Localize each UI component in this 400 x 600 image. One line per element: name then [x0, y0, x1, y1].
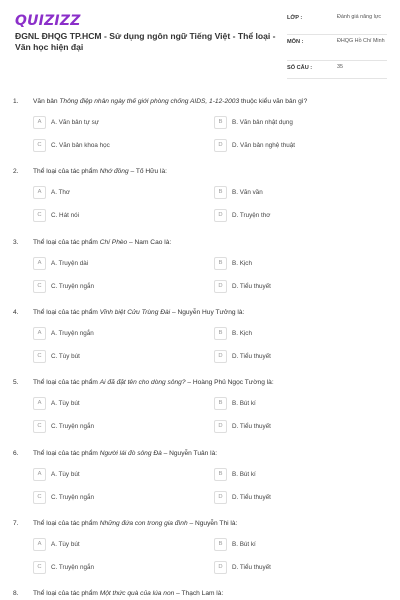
option-text: C. Hát nói — [51, 212, 79, 220]
meta-label-mon: MÔN : — [287, 39, 304, 45]
option-text: A. Văn bản tự sự — [51, 119, 99, 126]
document-header — [0, 0, 400, 80]
option-text: A. Tùy bút — [51, 540, 80, 548]
answer-option-c[interactable] — [33, 350, 193, 364]
option-text: D. Tiểu thuyết — [232, 423, 271, 431]
option-letter-box: C — [33, 491, 46, 504]
question-work-title: Những đứa con trong gia đình — [99, 519, 188, 527]
option-letter-box: B — [214, 397, 227, 410]
answer-option-d[interactable] — [214, 491, 374, 505]
option-letter-box: B — [214, 257, 227, 270]
option-text: C. Văn bản khoa học — [51, 142, 110, 149]
option-letter-box: D — [214, 350, 227, 363]
answer-option-d[interactable] — [214, 420, 374, 434]
meta-value-mon: ĐHQG Hồ Chí Minh — [337, 38, 385, 44]
question-text-pre: Thể loại của tác phẩm — [33, 168, 100, 176]
question-text-post: – Hoàng Phủ Ngọc Tường là: — [185, 379, 274, 387]
answer-option-d[interactable] — [214, 209, 374, 223]
answer-option-a[interactable] — [33, 116, 193, 130]
option-text: A. Thơ — [51, 189, 71, 197]
option-text: D. Tiểu thuyết — [232, 352, 271, 360]
option-letter-box: A — [33, 468, 46, 481]
question-number: 5. — [13, 379, 19, 387]
question-work-title: Vĩnh biệt Cửu Trùng Đài — [99, 308, 171, 316]
question-text-pre: Thể loại của tác phẩm — [33, 308, 100, 316]
question-number: 3. — [13, 238, 19, 246]
answer-option-a[interactable] — [33, 257, 193, 271]
option-letter-box: C — [33, 420, 46, 433]
answer-option-c[interactable] — [33, 209, 193, 223]
option-letter-box: B — [214, 538, 227, 551]
question-text-post: – Nam Cao là: — [127, 238, 172, 246]
question-text-pre: Thể loại của tác phẩm — [33, 519, 100, 527]
question-number: 6. — [13, 449, 19, 457]
question-item — [0, 588, 400, 600]
option-letter-box: C — [33, 561, 46, 574]
question-work-title: Một thức quà của lúa non — [99, 590, 175, 598]
question-text — [33, 590, 383, 597]
question-item — [0, 166, 400, 236]
answer-option-b[interactable] — [214, 186, 374, 200]
option-letter-box: A — [33, 186, 46, 199]
question-number: 7. — [13, 519, 19, 527]
question-work-title: Thông điệp nhân ngày thế giới phòng chống AIDS, 1-12-2003 — [59, 98, 240, 105]
option-letter-box: A — [33, 257, 46, 270]
option-letter-box: C — [33, 209, 46, 222]
option-text: D. Tiểu thuyết — [232, 282, 271, 290]
option-text: A. Truyện dài — [51, 259, 89, 267]
option-letter-box: B — [214, 468, 227, 481]
option-text: B. Bút kí — [232, 470, 256, 478]
answer-option-a[interactable] — [33, 468, 193, 482]
option-text: C. Truyện ngắn — [51, 282, 95, 290]
answer-option-b[interactable] — [214, 257, 374, 271]
meta-label-lop: LỚP : — [287, 15, 303, 21]
answer-option-b[interactable] — [214, 327, 374, 341]
option-letter-box: B — [214, 327, 227, 340]
option-text: A. Tùy bút — [51, 470, 80, 478]
option-letter-box: C — [33, 280, 46, 293]
option-text: D. Truyện thơ — [232, 212, 271, 220]
question-item — [0, 518, 400, 588]
option-text: D. Tiểu thuyết — [232, 563, 271, 571]
option-text: D. Tiểu thuyết — [232, 493, 271, 501]
option-letter-box: D — [214, 420, 227, 433]
answer-option-c[interactable] — [33, 420, 193, 434]
answer-option-a[interactable] — [33, 186, 193, 200]
question-text-pre: Văn bản — [33, 98, 60, 105]
question-text-post: thuộc kiểu văn bản gì? — [239, 98, 308, 105]
option-letter-box: D — [214, 139, 227, 152]
document-title: ĐGNL ĐHQG TP.HCM - Sử dụng ngôn ngữ Tiếng Việt - Thể loại - Văn học hiện đại — [15, 31, 276, 52]
question-text-pre: Thể loại của tác phẩm — [33, 590, 100, 598]
answer-option-a[interactable] — [33, 397, 193, 411]
question-number: 8. — [13, 590, 19, 598]
answer-option-b[interactable] — [214, 468, 374, 482]
question-work-title: Chí Phèo — [99, 238, 128, 246]
meta-row-lop — [287, 11, 387, 35]
option-text: B. Văn bản nhật dụng — [232, 119, 293, 126]
quizizz-logo: QUIZIZZ — [15, 13, 81, 29]
option-letter-box: D — [214, 280, 227, 293]
answer-option-d[interactable] — [214, 280, 374, 294]
option-text: A. Tùy bút — [51, 400, 80, 408]
question-item — [0, 448, 400, 518]
option-letter-box: A — [33, 397, 46, 410]
option-text: C. Tùy bút — [51, 352, 80, 360]
option-letter-box: A — [33, 116, 46, 129]
question-text-post: – Nguyễn Thi là: — [187, 519, 238, 527]
question-text — [33, 98, 383, 105]
answer-option-d[interactable] — [214, 350, 374, 364]
question-number: 4. — [13, 308, 19, 316]
answer-option-c[interactable] — [33, 139, 193, 153]
question-item — [0, 307, 400, 377]
answer-option-b[interactable] — [214, 538, 374, 552]
question-text — [33, 379, 383, 386]
option-letter-box: D — [214, 491, 227, 504]
option-letter-box: C — [33, 139, 46, 152]
option-text: C. Truyện ngắn — [51, 493, 95, 501]
answer-option-c[interactable] — [33, 561, 193, 575]
answer-option-b[interactable] — [214, 397, 374, 411]
meta-row-mon — [287, 35, 387, 61]
question-text-post: – Tố Hữu là: — [128, 168, 168, 176]
question-item — [0, 377, 400, 447]
option-text: C. Truyện ngắn — [51, 563, 95, 571]
meta-label-socau: SỐ CÂU : — [287, 65, 313, 71]
question-text — [33, 520, 383, 527]
question-item — [0, 237, 400, 307]
option-text: B. Bút kí — [232, 540, 256, 548]
option-letter-box: A — [33, 538, 46, 551]
option-letter-box: D — [214, 561, 227, 574]
answer-option-a[interactable] — [33, 538, 193, 552]
meta-table — [287, 11, 387, 79]
option-text: B. Bút kí — [232, 400, 256, 408]
option-text: B. Kịch — [232, 329, 252, 337]
question-text-post: – Thạch Lam là: — [174, 590, 224, 598]
question-text — [33, 168, 383, 175]
option-text: C. Truyện ngắn — [51, 423, 95, 431]
answer-option-a[interactable] — [33, 327, 193, 341]
option-text: B. Văn vần — [232, 189, 263, 197]
question-text-pre: Thể loại của tác phẩm — [33, 449, 100, 457]
question-item — [0, 96, 400, 166]
option-letter-box: A — [33, 327, 46, 340]
question-work-title: Nhớ đồng — [99, 168, 129, 176]
option-letter-box: B — [214, 186, 227, 199]
meta-value-lop: Đánh giá năng lực — [337, 14, 382, 20]
answer-option-d[interactable] — [214, 561, 374, 575]
option-text: D. Văn bản nghệ thuật — [232, 142, 296, 149]
question-text — [33, 309, 383, 316]
meta-value-socau: 35 — [337, 64, 343, 70]
option-letter-box: C — [33, 350, 46, 363]
question-text-post: – Nguyễn Tuân là: — [161, 449, 218, 457]
answer-option-d[interactable] — [214, 139, 374, 153]
question-text-pre: Thể loại của tác phẩm — [33, 238, 100, 246]
option-letter-box: D — [214, 209, 227, 222]
question-text — [33, 450, 383, 457]
option-text: A. Truyện ngắn — [51, 329, 94, 337]
question-work-title: Ai đã đặt tên cho dòng sông? — [99, 379, 186, 387]
question-number: 2. — [13, 168, 19, 176]
question-text — [33, 239, 383, 246]
question-work-title: Người lái đò sông Đà — [99, 449, 162, 457]
answer-option-c[interactable] — [33, 491, 193, 505]
option-text: B. Kịch — [232, 259, 252, 267]
question-number: 1. — [13, 98, 19, 105]
question-text-post: – Nguyễn Huy Tưởng là: — [170, 308, 245, 316]
option-letter-box: B — [214, 116, 227, 129]
answer-option-b[interactable] — [214, 116, 374, 130]
question-text-pre: Thể loại của tác phẩm — [33, 379, 100, 387]
meta-row-socau — [287, 61, 387, 79]
answer-option-c[interactable] — [33, 280, 193, 294]
